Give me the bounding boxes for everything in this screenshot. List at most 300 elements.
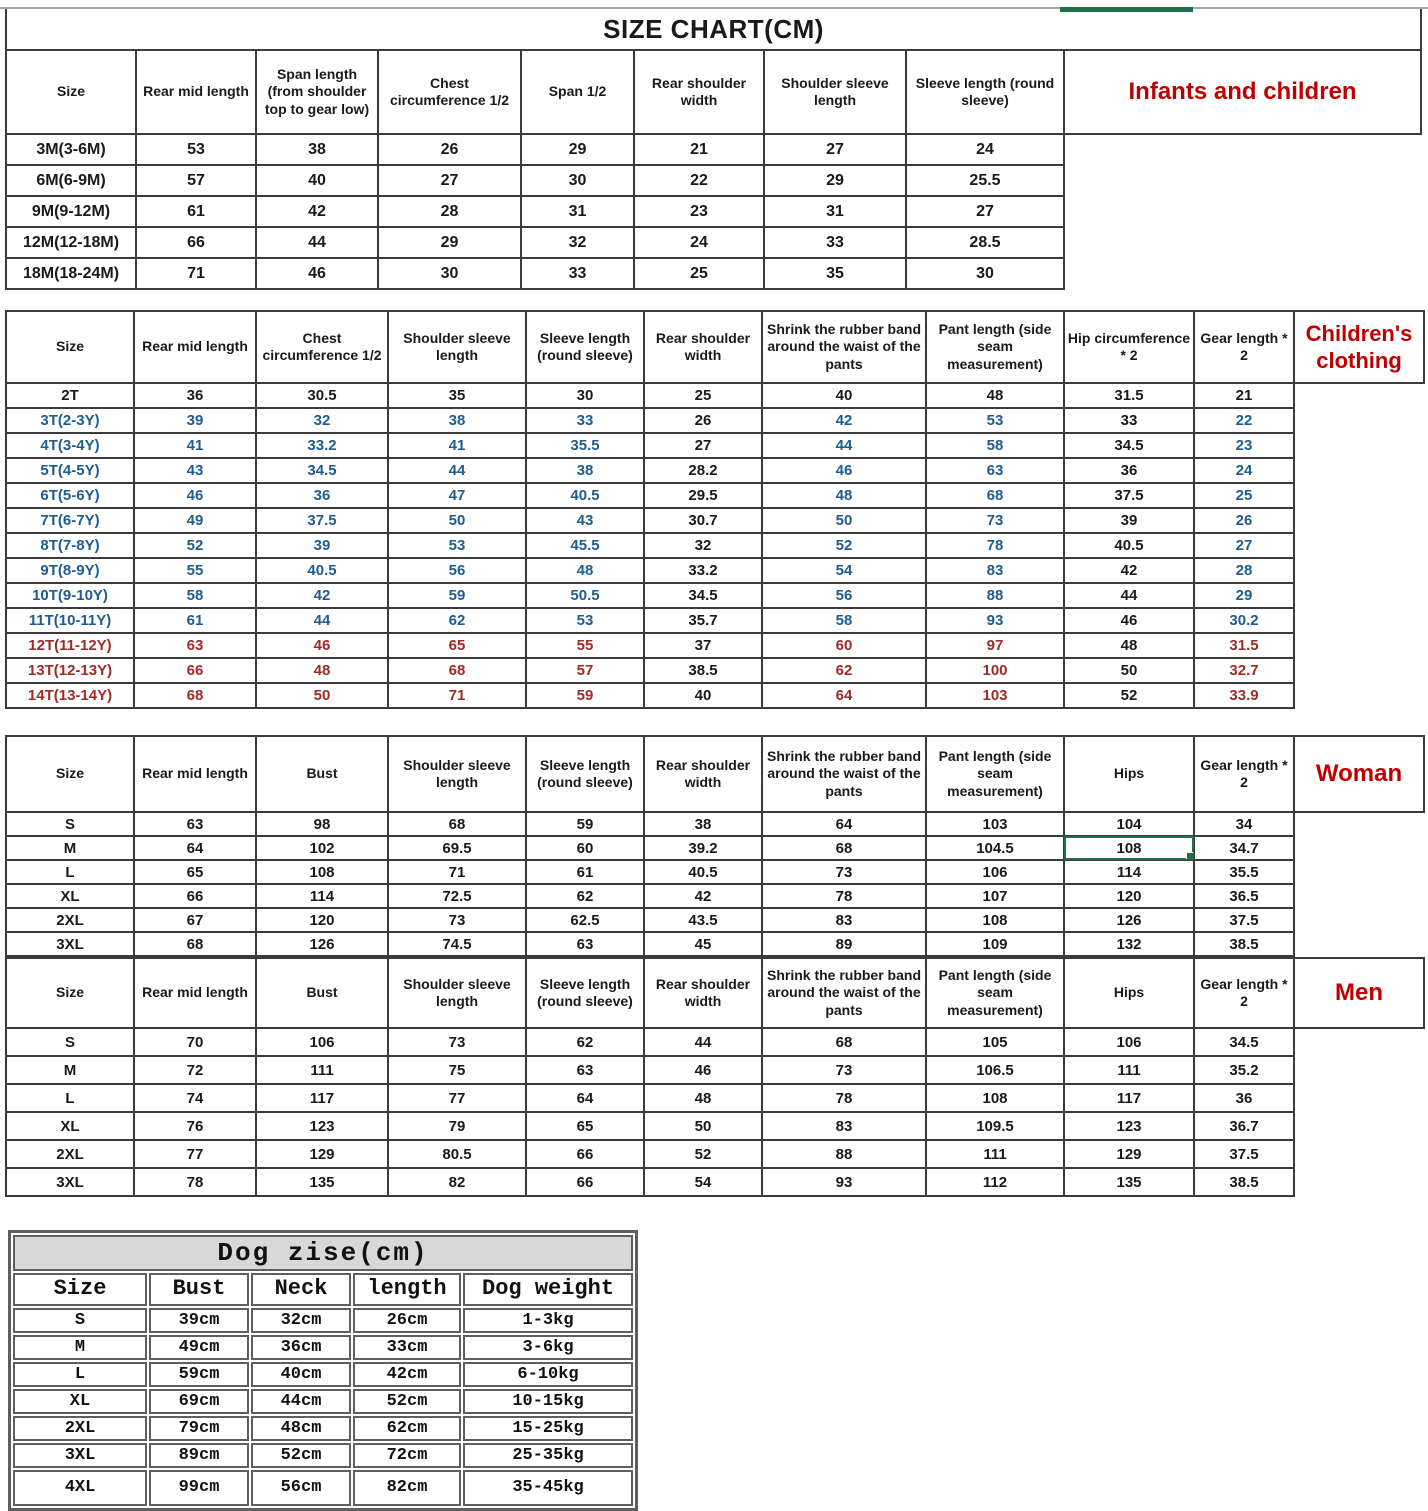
infants-value-cell: 24: [906, 134, 1064, 165]
infants-column-header: Size: [6, 50, 136, 134]
dog-value-cell: 49cm: [149, 1335, 249, 1360]
children-value-cell: 43: [526, 508, 644, 533]
woman-value-cell: 132: [1064, 932, 1194, 956]
woman-value-cell: 73: [388, 908, 526, 932]
children-value-cell: 46: [762, 458, 926, 483]
children-value-cell: 52: [134, 533, 256, 558]
woman-value-cell: 38.5: [1194, 932, 1294, 956]
men-value-cell: 78: [762, 1084, 926, 1112]
infants-row-12M(12-18M): [6, 227, 1421, 258]
infants-value-cell: 32: [521, 227, 634, 258]
children-value-cell: 23: [1194, 433, 1294, 458]
infants-column-header: Span length (from shoulder top to gear low): [256, 50, 378, 134]
woman-value-cell: 40.5: [644, 860, 762, 884]
dog-value-cell: 1-3kg: [463, 1308, 633, 1333]
children-column-header: Shrink the rubber band around the waist of the pants: [762, 311, 926, 383]
children-value-cell: 41: [388, 433, 526, 458]
children-value-cell: 56: [388, 558, 526, 583]
children-value-cell: 88: [926, 583, 1064, 608]
dog-value-cell: 52cm: [251, 1443, 351, 1468]
men-column-header: Bust: [256, 958, 388, 1028]
children-size-cell: 9T(8-9Y): [6, 558, 134, 583]
children-value-cell: 50: [762, 508, 926, 533]
children-value-cell: 40.5: [526, 483, 644, 508]
children-value-cell: 31.5: [1064, 383, 1194, 408]
men-value-cell: 105: [926, 1028, 1064, 1056]
woman-value-cell: 89: [762, 932, 926, 956]
children-value-cell: 48: [1064, 633, 1194, 658]
dog-value-cell: 42cm: [353, 1362, 461, 1387]
men-column-header: Gear length * 2: [1194, 958, 1294, 1028]
dog-size-cell: L: [13, 1362, 147, 1387]
children-value-cell: 29: [1194, 583, 1294, 608]
children-value-cell: 33.2: [644, 558, 762, 583]
woman-value-cell: 68: [762, 836, 926, 860]
children-value-cell: 43: [134, 458, 256, 483]
men-value-cell: 72: [134, 1056, 256, 1084]
dog-value-cell: 69cm: [149, 1389, 249, 1414]
men-value-cell: 111: [926, 1140, 1064, 1168]
men-value-cell: 73: [762, 1056, 926, 1084]
dog-value-cell: 10-15kg: [463, 1389, 633, 1414]
infants-column-header: Rear shoulder width: [634, 50, 764, 134]
infants-column-header: Rear mid length: [136, 50, 256, 134]
children-column-header: Shoulder sleeve length: [388, 311, 526, 383]
children-value-cell: 42: [256, 583, 388, 608]
men-value-cell: 117: [256, 1084, 388, 1112]
children-value-cell: 42: [762, 408, 926, 433]
men-side-label: Men: [1294, 958, 1424, 1028]
infants-column-header: Sleeve length (round sleeve): [906, 50, 1064, 134]
children-value-cell: 39: [256, 533, 388, 558]
men-row-M: [6, 1056, 1424, 1084]
children-value-cell: 48: [256, 658, 388, 683]
men-row-S: [6, 1028, 1424, 1056]
woman-value-cell: 43.5: [644, 908, 762, 932]
infants-size-cell: 9M(9-12M): [6, 196, 136, 227]
infants-value-cell: 27: [764, 134, 906, 165]
men-value-cell: 93: [762, 1168, 926, 1196]
men-column-header: Hips: [1064, 958, 1194, 1028]
dog-value-cell: 89cm: [149, 1443, 249, 1468]
woman-value-cell: 108: [256, 860, 388, 884]
children-value-cell: 44: [388, 458, 526, 483]
children-row-4T(3-4Y): [6, 433, 1424, 458]
infants-value-cell: 33: [764, 227, 906, 258]
woman-value-cell: 42: [644, 884, 762, 908]
infants-value-cell: 42: [256, 196, 378, 227]
children-value-cell: 57: [526, 658, 644, 683]
children-value-cell: 63: [134, 633, 256, 658]
children-value-cell: 83: [926, 558, 1064, 583]
infants-value-cell: 71: [136, 258, 256, 289]
children-column-header: Rear mid length: [134, 311, 256, 383]
children-value-cell: 33.2: [256, 433, 388, 458]
woman-column-header: Bust: [256, 736, 388, 812]
woman-value-cell: 104: [1064, 812, 1194, 836]
dog-row-M: [13, 1335, 633, 1360]
infants-value-cell: 53: [136, 134, 256, 165]
dog-size-cell: 4XL: [13, 1470, 147, 1506]
men-value-cell: 88: [762, 1140, 926, 1168]
children-value-cell: 30.7: [644, 508, 762, 533]
men-value-cell: 52: [644, 1140, 762, 1168]
children-value-cell: 53: [926, 408, 1064, 433]
children-size-cell: 13T(12-13Y): [6, 658, 134, 683]
children-size-cell: 6T(5-6Y): [6, 483, 134, 508]
men-value-cell: 38.5: [1194, 1168, 1294, 1196]
dog-value-cell: 32cm: [251, 1308, 351, 1333]
men-value-cell: 66: [526, 1140, 644, 1168]
children-value-cell: 36: [1064, 458, 1194, 483]
woman-value-cell: 104.5: [926, 836, 1064, 860]
men-value-cell: 37.5: [1194, 1140, 1294, 1168]
woman-value-cell: 98: [256, 812, 388, 836]
children-value-cell: 45.5: [526, 533, 644, 558]
men-size-cell: 2XL: [6, 1140, 134, 1168]
children-value-cell: 59: [526, 683, 644, 708]
woman-value-cell: 62: [526, 884, 644, 908]
woman-value-cell: 69.5: [388, 836, 526, 860]
children-size-cell: 7T(6-7Y): [6, 508, 134, 533]
woman-value-cell: 67: [134, 908, 256, 932]
children-value-cell: 60: [762, 633, 926, 658]
infants-value-cell: 28: [378, 196, 521, 227]
children-value-cell: 44: [1064, 583, 1194, 608]
men-value-cell: 78: [134, 1168, 256, 1196]
children-column-header: Size: [6, 311, 134, 383]
men-row-L: [6, 1084, 1424, 1112]
children-size-cell: 12T(11-12Y): [6, 633, 134, 658]
men-value-cell: 34.5: [1194, 1028, 1294, 1056]
men-value-cell: 111: [1064, 1056, 1194, 1084]
infants-value-cell: 29: [521, 134, 634, 165]
woman-row-L: [6, 860, 1424, 884]
children-value-cell: 32: [256, 408, 388, 433]
woman-value-cell: 34.7: [1194, 836, 1294, 860]
woman-value-cell: 78: [762, 884, 926, 908]
children-value-cell: 39: [134, 408, 256, 433]
infants-value-cell: 23: [634, 196, 764, 227]
children-value-cell: 30.5: [256, 383, 388, 408]
children-value-cell: 52: [762, 533, 926, 558]
infants-value-cell: 40: [256, 165, 378, 196]
children-value-cell: 40: [644, 683, 762, 708]
infants-value-cell: 25: [634, 258, 764, 289]
children-value-cell: 38: [526, 458, 644, 483]
infants-value-cell: 57: [136, 165, 256, 196]
men-value-cell: 123: [1064, 1112, 1194, 1140]
children-column-header: Chest circumference 1/2: [256, 311, 388, 383]
woman-value-cell: 73: [762, 860, 926, 884]
men-value-cell: 36: [1194, 1084, 1294, 1112]
children-value-cell: 68: [388, 658, 526, 683]
men-size-cell: S: [6, 1028, 134, 1056]
infants-value-cell: 31: [764, 196, 906, 227]
men-value-cell: 75: [388, 1056, 526, 1084]
dog-column-header: Bust: [149, 1273, 249, 1306]
children-value-cell: 27: [1194, 533, 1294, 558]
men-value-cell: 46: [644, 1056, 762, 1084]
children-value-cell: 36: [134, 383, 256, 408]
woman-row-S: [6, 812, 1424, 836]
infants-row-18M(18-24M): [6, 258, 1421, 289]
children-value-cell: 46: [1064, 608, 1194, 633]
woman-value-cell: 106: [926, 860, 1064, 884]
woman-value-cell: 36.5: [1194, 884, 1294, 908]
dog-value-cell: 99cm: [149, 1470, 249, 1506]
woman-value-cell: 60: [526, 836, 644, 860]
woman-column-header: Rear mid length: [134, 736, 256, 812]
infants-value-cell: 38: [256, 134, 378, 165]
woman-value-cell: 63: [134, 812, 256, 836]
dog-size-cell: M: [13, 1335, 147, 1360]
infants-value-cell: 30: [521, 165, 634, 196]
children-size-cell: 10T(9-10Y): [6, 583, 134, 608]
woman-value-cell: 114: [1064, 860, 1194, 884]
children-value-cell: 25: [644, 383, 762, 408]
children-value-cell: 33: [526, 408, 644, 433]
children-row-9T(8-9Y): [6, 558, 1424, 583]
children-value-cell: 65: [388, 633, 526, 658]
woman-value-cell: 83: [762, 908, 926, 932]
dog-value-cell: 72cm: [353, 1443, 461, 1468]
men-value-cell: 54: [644, 1168, 762, 1196]
men-value-cell: 106: [1064, 1028, 1194, 1056]
children-value-cell: 39: [1064, 508, 1194, 533]
selected-column-indicator: [1060, 7, 1193, 12]
infants-value-cell: 35: [764, 258, 906, 289]
woman-value-cell: 120: [256, 908, 388, 932]
woman-column-header: Shoulder sleeve length: [388, 736, 526, 812]
woman-row-M: [6, 836, 1424, 860]
children-value-cell: 32.7: [1194, 658, 1294, 683]
children-value-cell: 28.2: [644, 458, 762, 483]
woman-row-3XL: [6, 932, 1424, 956]
children-column-header: Sleeve length (round sleeve): [526, 311, 644, 383]
children-value-cell: 62: [388, 608, 526, 633]
men-size-table: [5, 957, 1425, 1197]
men-value-cell: 82: [388, 1168, 526, 1196]
children-value-cell: 71: [388, 683, 526, 708]
infants-value-cell: 28.5: [906, 227, 1064, 258]
men-column-header: Size: [6, 958, 134, 1028]
children-value-cell: 50: [1064, 658, 1194, 683]
infants-value-cell: 29: [764, 165, 906, 196]
infants-value-cell: 24: [634, 227, 764, 258]
dog-value-cell: 33cm: [353, 1335, 461, 1360]
woman-value-cell: 74.5: [388, 932, 526, 956]
children-value-cell: 50: [388, 508, 526, 533]
children-size-cell: 4T(3-4Y): [6, 433, 134, 458]
children-value-cell: 97: [926, 633, 1064, 658]
dog-column-header: Size: [13, 1273, 147, 1306]
children-value-cell: 93: [926, 608, 1064, 633]
children-value-cell: 73: [926, 508, 1064, 533]
woman-size-cell: 3XL: [6, 932, 134, 956]
dog-value-cell: 48cm: [251, 1416, 351, 1441]
dog-row-L: [13, 1362, 633, 1387]
children-row-12T(11-12Y): [6, 633, 1424, 658]
children-size-cell: 8T(7-8Y): [6, 533, 134, 558]
woman-column-header: Hips: [1064, 736, 1194, 812]
woman-size-cell: XL: [6, 884, 134, 908]
children-value-cell: 100: [926, 658, 1064, 683]
men-value-cell: 109.5: [926, 1112, 1064, 1140]
dog-size-cell: 2XL: [13, 1416, 147, 1441]
woman-value-cell: 72.5: [388, 884, 526, 908]
men-value-cell: 135: [256, 1168, 388, 1196]
children-value-cell: 46: [256, 633, 388, 658]
dog-column-header: length: [353, 1273, 461, 1306]
men-value-cell: 62: [526, 1028, 644, 1056]
dog-row-4XL: [13, 1470, 633, 1506]
children-value-cell: 28: [1194, 558, 1294, 583]
woman-value-cell: 126: [1064, 908, 1194, 932]
men-row-2XL: [6, 1140, 1424, 1168]
infants-row-3M(3-6M): [6, 134, 1421, 165]
children-size-cell: 11T(10-11Y): [6, 608, 134, 633]
dog-value-cell: 15-25kg: [463, 1416, 633, 1441]
dog-value-cell: 44cm: [251, 1389, 351, 1414]
woman-column-header: Rear shoulder width: [644, 736, 762, 812]
children-value-cell: 38: [388, 408, 526, 433]
dog-size-cell: 3XL: [13, 1443, 147, 1468]
woman-value-cell: 71: [388, 860, 526, 884]
men-value-cell: 106.5: [926, 1056, 1064, 1084]
woman-size-cell: 2XL: [6, 908, 134, 932]
men-value-cell: 66: [526, 1168, 644, 1196]
woman-value-cell: 64: [134, 836, 256, 860]
dog-row-2XL: [13, 1416, 633, 1441]
dog-value-cell: 35-45kg: [463, 1470, 633, 1506]
children-row-10T(9-10Y): [6, 583, 1424, 608]
woman-size-cell: M: [6, 836, 134, 860]
children-value-cell: 40.5: [256, 558, 388, 583]
dog-value-cell: 36cm: [251, 1335, 351, 1360]
children-value-cell: 35.7: [644, 608, 762, 633]
men-value-cell: 73: [388, 1028, 526, 1056]
children-side-label: Children's clothing: [1294, 311, 1424, 383]
infants-value-cell: 27: [378, 165, 521, 196]
children-row-13T(12-13Y): [6, 658, 1424, 683]
children-row-6T(5-6Y): [6, 483, 1424, 508]
woman-value-cell: 45: [644, 932, 762, 956]
men-size-cell: XL: [6, 1112, 134, 1140]
infants-side-label: Infants and children: [1064, 50, 1421, 134]
men-value-cell: 63: [526, 1056, 644, 1084]
children-row-11T(10-11Y): [6, 608, 1424, 633]
men-column-header: Rear shoulder width: [644, 958, 762, 1028]
dog-value-cell: 25-35kg: [463, 1443, 633, 1468]
woman-size-table: [5, 735, 1425, 957]
children-value-cell: 64: [762, 683, 926, 708]
children-value-cell: 55: [134, 558, 256, 583]
infants-size-cell: 18M(18-24M): [6, 258, 136, 289]
woman-value-cell: 39.2: [644, 836, 762, 860]
men-value-cell: 129: [1064, 1140, 1194, 1168]
woman-value-cell: 109: [926, 932, 1064, 956]
woman-value-cell: 114: [256, 884, 388, 908]
infants-value-cell: 21: [634, 134, 764, 165]
children-value-cell: 54: [762, 558, 926, 583]
children-value-cell: 44: [762, 433, 926, 458]
men-value-cell: 48: [644, 1084, 762, 1112]
dog-size-cell: S: [13, 1308, 147, 1333]
dog-value-cell: 52cm: [353, 1389, 461, 1414]
infants-value-cell: 29: [378, 227, 521, 258]
men-value-cell: 44: [644, 1028, 762, 1056]
dog-value-cell: 40cm: [251, 1362, 351, 1387]
children-value-cell: 58: [926, 433, 1064, 458]
infants-column-header: Chest circumference 1/2: [378, 50, 521, 134]
children-value-cell: 26: [644, 408, 762, 433]
children-value-cell: 48: [762, 483, 926, 508]
woman-value-cell: 103: [926, 812, 1064, 836]
children-column-header: Hip circumference * 2: [1064, 311, 1194, 383]
children-value-cell: 33.9: [1194, 683, 1294, 708]
children-value-cell: 32: [644, 533, 762, 558]
infants-value-cell: 44: [256, 227, 378, 258]
woman-column-header: Pant length (side seam measurement): [926, 736, 1064, 812]
infants-column-header: Span 1/2: [521, 50, 634, 134]
children-value-cell: 48: [926, 383, 1064, 408]
children-value-cell: 21: [1194, 383, 1294, 408]
children-value-cell: 44: [256, 608, 388, 633]
woman-side-label: Woman: [1294, 736, 1424, 812]
children-size-cell: 14T(13-14Y): [6, 683, 134, 708]
children-value-cell: 34.5: [256, 458, 388, 483]
infants-value-cell: 46: [256, 258, 378, 289]
infants-value-cell: 27: [906, 196, 1064, 227]
men-value-cell: 77: [388, 1084, 526, 1112]
children-value-cell: 27: [644, 433, 762, 458]
children-value-cell: 66: [134, 658, 256, 683]
infants-value-cell: 26: [378, 134, 521, 165]
children-value-cell: 42: [1064, 558, 1194, 583]
children-value-cell: 38.5: [644, 658, 762, 683]
men-row-XL: [6, 1112, 1424, 1140]
woman-value-cell: 61: [526, 860, 644, 884]
children-row-3T(2-3Y): [6, 408, 1424, 433]
children-value-cell: 26: [1194, 508, 1294, 533]
men-column-header: Shrink the rubber band around the waist of the pants: [762, 958, 926, 1028]
infants-column-header: Shoulder sleeve length: [764, 50, 906, 134]
men-value-cell: 83: [762, 1112, 926, 1140]
children-value-cell: 68: [926, 483, 1064, 508]
children-value-cell: 33: [1064, 408, 1194, 433]
infants-row-6M(6-9M): [6, 165, 1421, 196]
woman-value-cell: 68: [134, 932, 256, 956]
children-value-cell: 68: [134, 683, 256, 708]
children-size-cell: 3T(2-3Y): [6, 408, 134, 433]
children-value-cell: 53: [388, 533, 526, 558]
men-value-cell: 76: [134, 1112, 256, 1140]
children-value-cell: 35.5: [526, 433, 644, 458]
children-value-cell: 50.5: [526, 583, 644, 608]
children-value-cell: 50: [256, 683, 388, 708]
children-value-cell: 48: [526, 558, 644, 583]
men-value-cell: 80.5: [388, 1140, 526, 1168]
children-value-cell: 31.5: [1194, 633, 1294, 658]
woman-value-cell: 62.5: [526, 908, 644, 932]
infants-value-cell: 31: [521, 196, 634, 227]
men-value-cell: 111: [256, 1056, 388, 1084]
children-value-cell: 35: [388, 383, 526, 408]
men-column-header: Rear mid length: [134, 958, 256, 1028]
dog-column-header: Dog weight: [463, 1273, 633, 1306]
children-value-cell: 41: [134, 433, 256, 458]
